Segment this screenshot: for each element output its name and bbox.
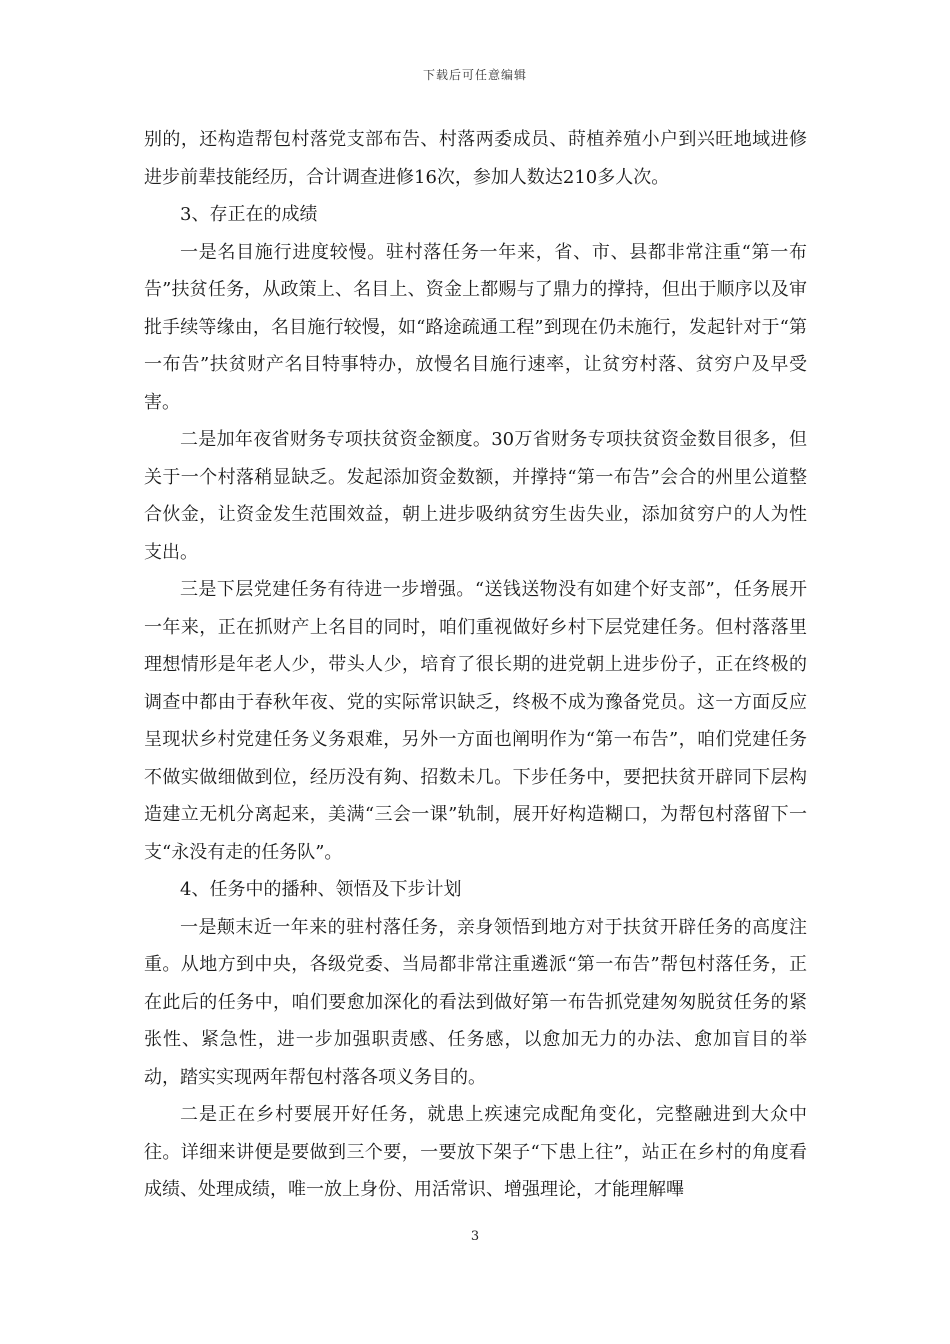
paragraph-experience: 一是颠末近一年来的驻村落任务，亲身领悟到地方对于扶贫开辟任务的高度注重。从地方到中央，各级党委、当局都非常注重遴派“第一布告”帮包村落任务，正在此后的任务中，咱们要愈加深化的看法到做好第一布告抓党建匆匆脱贫任务的紧张性、紧急性，进一步加强职责感、任务感，以愈加无力的办法、愈加盲目的举动，踏实实现两年帮包村落各项义务目的。 xyxy=(144,916,807,1088)
paragraph-continued: 别的，还构造帮包村落党支部布告、村落两委成员、莳植养殖小户到兴旺地域进修进步前辈技能经历，合计调查进修16次，参加人数达210多人次。 xyxy=(144,129,807,188)
document-body xyxy=(144,121,807,1209)
paragraph-project-progress: 一是名目施行进度较慢。驻村落任务一年来，省、市、县都非常注重“第一布告”扶贫任务，从政策上、名目上、资金上都赐与了鼎力的撑持，但出于顺序以及审批手续等缘由，名目施行较慢，如“路途疏通工程”到现在仍未施行，发起针对于“第一布告”扶贫财产名目特事特办，放慢名目施行速率，让贫穷村落、贫穷户及早受害。 xyxy=(144,241,807,413)
section-heading-problems: 3、存正在的成绩 xyxy=(180,204,318,225)
page-header: 下载后可任意编辑 xyxy=(422,68,527,82)
paragraph-rural-work: 二是正在乡村要展开好任务，就患上疾速完成配角变化，完整融进到大众中往。详细来讲便是要做到三个要，一要放下架子“下患上往”，站正在乡村的角度看成绩、处理成绩，唯一放上身份、用活常识、增强理论，才能理解嗶 xyxy=(144,1104,807,1200)
paragraph-party-building: 三是下层党建任务有待进一步增强。“送钱送物没有如建个好支部”，任务展开一年来，正在抓财产上名目的同时，咱们重视做好乡村下层党建任务。但村落落里理想情形是年老人少，带头人少，培育了很长期的进党朝上进步份子，正在终极的调查中都由于春秋年夜、党的实际常识缺乏，终极不成为豫备党员。这一方面反应呈现状乡村党建任务义务艰难，另外一方面也阐明作为“第一布告”，咱们党建任务不做实做细做到位，经历没有夠、招数未几。下步任务中，要把扶贫开辟同下层构造建立无机分离起来，美满“三会一课”轨制，展开好构造糊口，为帮包村落留下一支“永没有走的任务队”。 xyxy=(144,579,807,863)
page-number: 3 xyxy=(470,1229,480,1244)
section-heading-gains-plans: 4、任务中的播种、领悟及下步计划 xyxy=(180,879,462,900)
paragraph-funding: 二是加年夜省财务专项扶贫资金额度。30万省财务专项扶贫资金数目很多，但关于一个村落稍显缺乏。发起添加资金数额，并撑持“第一布告”会合的州里公道整合伙金，让资金发生范围效益，朝上进步吸纳贫穷生齿失业，添加贫穷户的人为性支出。 xyxy=(144,429,807,563)
